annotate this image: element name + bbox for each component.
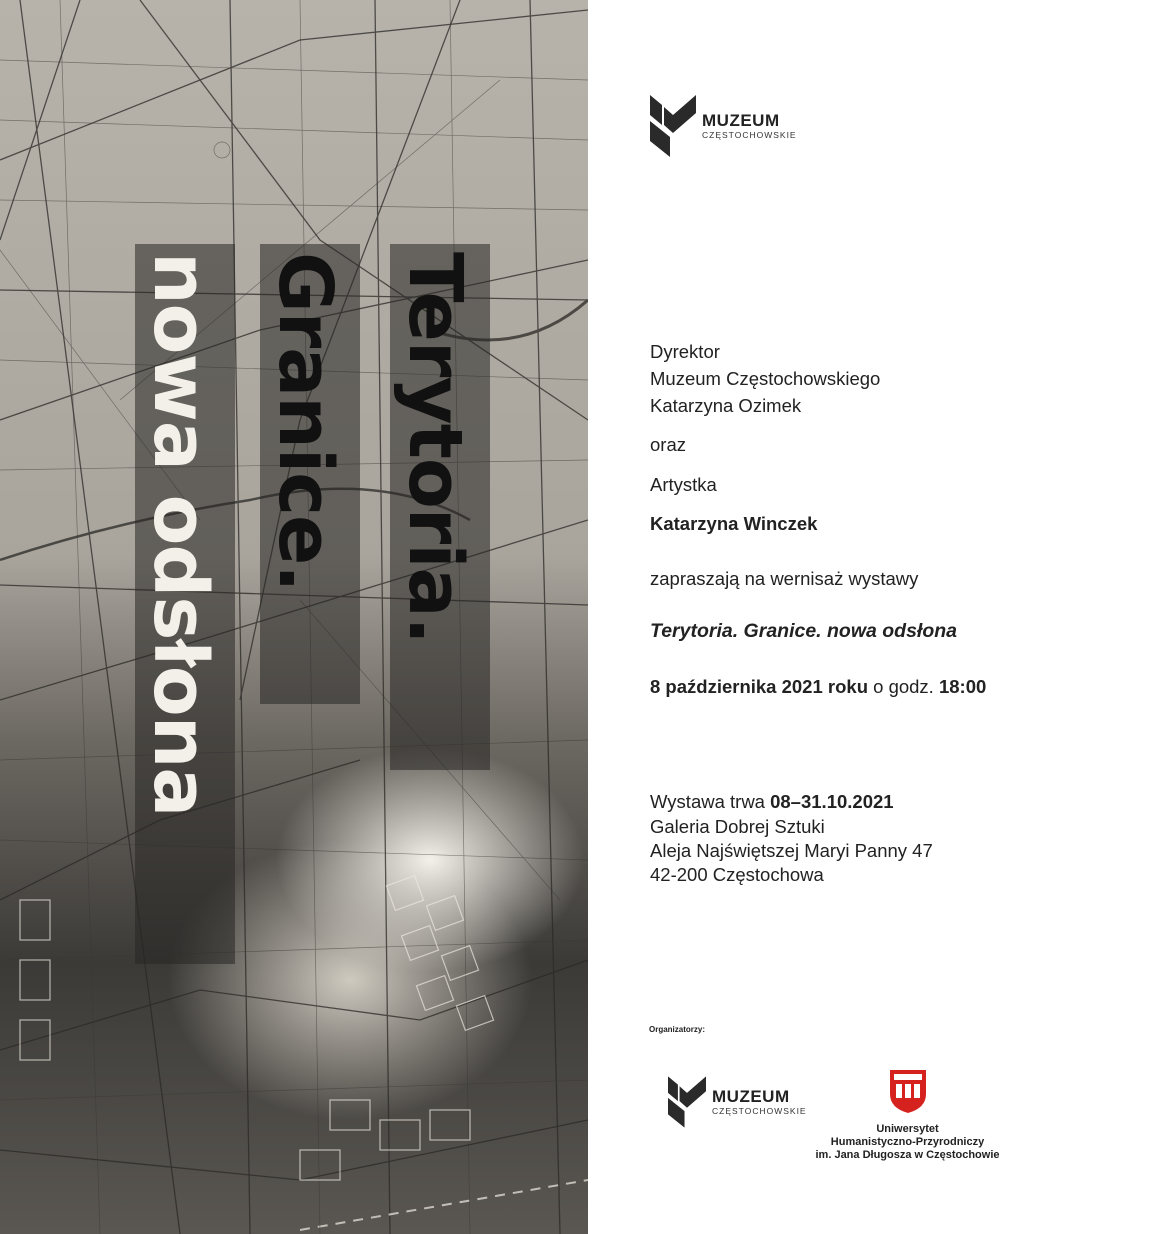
venue-city: 42-200 Częstochowa	[650, 864, 824, 885]
host-institution: Muzeum Częstochowskiego	[650, 368, 881, 389]
university-name-line-2: Humanistyczno-Przyrodniczy	[830, 1136, 985, 1148]
title-line-2: Granice.	[262, 252, 348, 592]
host-role: Dyrektor	[650, 341, 720, 362]
museum-logo-subtitle: CZĘSTOCHOWSKIE	[702, 130, 797, 140]
time-prefix: o godz.	[873, 676, 934, 697]
conjunction: oraz	[650, 434, 686, 455]
museum-logo-top	[650, 95, 797, 157]
opening-date: 8 października 2021 roku	[650, 676, 868, 697]
venue-street: Aleja Najświętszej Maryi Panny 47	[650, 840, 933, 861]
university-shield-icon	[888, 1068, 928, 1114]
exhibition-duration	[650, 791, 894, 813]
title-line-3: nowa odsłona	[137, 252, 223, 817]
opening-datetime	[650, 676, 986, 698]
museum-logo-bottom	[668, 1076, 807, 1128]
artist-role: Artystka	[650, 474, 717, 495]
university-name-line-1: Uniwersytet	[876, 1123, 939, 1135]
university-name-line-3: im. Jana Długosza w Częstochowie	[815, 1149, 1000, 1161]
duration-dates: 08–31.10.2021	[770, 791, 894, 812]
museum-logo-name: MUZEUM	[702, 111, 780, 130]
organizers-label: Organizatorzy:	[649, 1025, 706, 1034]
artist-name: Katarzyna Winczek	[650, 513, 818, 534]
invite-text: zapraszają na wernisaż wystawy	[650, 568, 919, 589]
venue-name: Galeria Dobrej Sztuki	[650, 816, 825, 837]
exhibition-title: Terytoria. Granice. nowa odsłona	[650, 620, 958, 642]
university-logo	[800, 1068, 1015, 1162]
muzeum-m-icon	[650, 95, 696, 157]
duration-label: Wystawa trwa	[650, 791, 765, 812]
opening-time: 18:00	[938, 676, 987, 697]
muzeum-m-icon	[668, 1076, 706, 1128]
museum-logo-subtitle: CZĘSTOCHOWSKIE	[712, 1106, 807, 1116]
title-line-1: Terytoria.	[392, 252, 478, 644]
host-name: Katarzyna Ozimek	[650, 395, 802, 416]
museum-logo-name: MUZEUM	[712, 1087, 790, 1106]
